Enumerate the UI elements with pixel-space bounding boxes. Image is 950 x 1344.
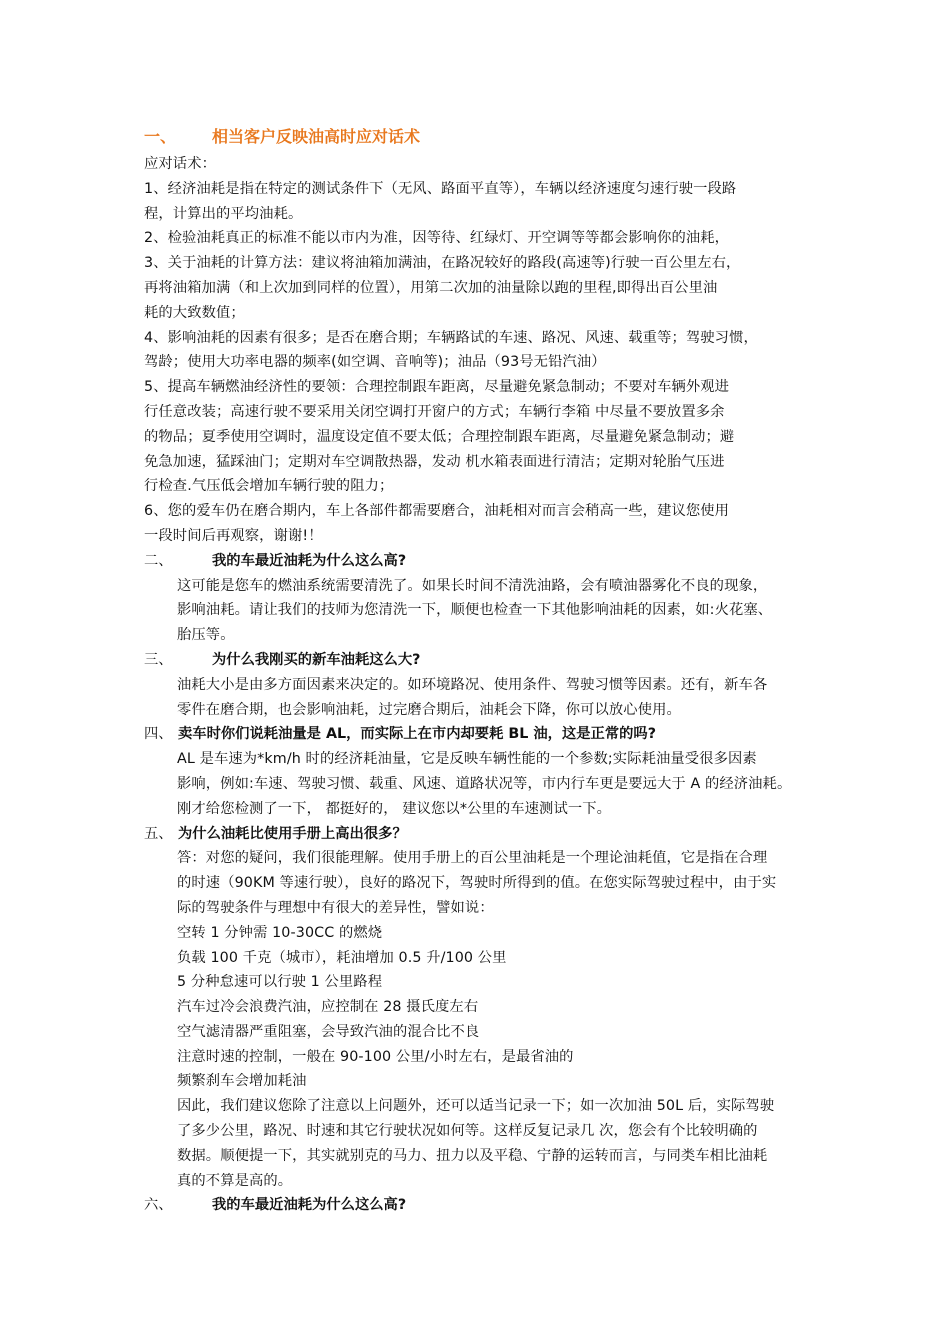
body-line: 影响油耗。请让我们的技师为您清洗一下，顺便也检查一下其他影响油耗的因素，如:火花塞、 xyxy=(177,602,773,619)
body-line: 零件在磨合期，也会影响油耗，过完磨合期后，油耗会下降，你可以放心使用。 xyxy=(177,701,681,718)
section-1-title: 相当客户反映油高时应对话术 xyxy=(212,127,421,146)
section-5-title: 为什么油耗比使用手册上高出很多？ xyxy=(178,825,407,842)
body-line: 了多少公里，路况、时速和其它行驶状况如何等。这样反复记录几 次，您会有个比较明确的 xyxy=(177,1123,758,1140)
section-2-body xyxy=(144,574,816,648)
body-line: 数据。顺便提一下，其实就别克的马力、扭力以及平稳、宁静的运转而言，与同类车相比油耗 xyxy=(177,1147,768,1164)
section-2-heading xyxy=(144,549,816,574)
section-1-body xyxy=(144,152,816,549)
body-line: AL 是车速为*km/h 时的经济耗油量，它是反映车辆性能的一个参数;实际耗油量受很多因素 xyxy=(177,751,757,768)
body-line: 应对话术： xyxy=(144,156,216,172)
body-line: 刚才给您检测了一下， 都挺好的， 建议您以*公里的车速测试一下。 xyxy=(177,800,612,817)
body-line: 一段时间后再观察，谢谢!！ xyxy=(144,527,323,544)
body-line: 5 分种怠速可以行驶 1 公里路程 xyxy=(177,974,383,991)
body-line: 耗的大致数值； xyxy=(144,304,245,321)
body-line: 胎压等。 xyxy=(177,627,235,644)
section-2-title: 我的车最近油耗为什么这么高? xyxy=(212,552,407,569)
body-line: 答：对您的疑问，我们很能理解。使用手册上的百公里油耗是一个理论油耗值，它是指在合理 xyxy=(177,850,768,867)
body-line: 影响，例如:车速、驾驶习惯、载重、风速、道路状况等，市内行车更是要远大于 A 的经济油耗。 xyxy=(177,775,792,792)
section-3-heading xyxy=(144,648,816,673)
section-1-number: 一、 xyxy=(144,127,177,146)
body-line: 5、提高车辆燃油经济性的要领：合理控制跟车距离，尽量避免紧急制动；不要对车辆外观进 xyxy=(144,379,730,396)
body-line: 注意时速的控制，一般在 90-100 公里/小时左右，是最省油的 xyxy=(177,1048,574,1065)
body-line: 行检查.气压低会增加车辆行驶的阻力； xyxy=(144,478,394,495)
section-5-number: 五、 xyxy=(144,825,173,842)
body-line: 免急加速，猛踩油门；定期对车空调散热器，发动 机水箱表面进行清洁；定期对轮胎气压进 xyxy=(144,453,725,470)
document-body xyxy=(144,122,816,1218)
body-line: 再将油箱加满（和上次加到同样的位置），用第二次加的油量除以跑的里程,即得出百公里油 xyxy=(144,279,718,296)
section-6-number: 六、 xyxy=(144,1197,173,1214)
body-line: 3、关于油耗的计算方法：建议将油箱加满油，在路况较好的路段(高速等)行驶一百公里左右， xyxy=(144,255,741,272)
body-line: 真的不算是高的。 xyxy=(177,1172,293,1189)
section-3-body xyxy=(144,673,816,723)
body-line: 汽车过冷会浪费汽油，应控制在 28 摄氏度左右 xyxy=(177,999,479,1016)
section-5-heading xyxy=(144,822,816,847)
body-line: 际的驾驶条件与理想中有很大的差异性，譬如说： xyxy=(177,899,494,916)
section-6-heading xyxy=(144,1193,816,1218)
section-6-title: 我的车最近油耗为什么这么高? xyxy=(212,1197,407,1214)
body-line: 2、检验油耗真正的标准不能以市内为准，因等待、红绿灯、开空调等等都会影响你的油耗， xyxy=(144,230,730,247)
body-line: 因此，我们建议您除了注意以上问题外，还可以适当记录一下；如一次加油 50L 后，实际驾驶 xyxy=(177,1098,775,1115)
body-line: 频繁刹车会增加耗油 xyxy=(177,1073,307,1090)
section-3-title: 为什么我刚买的新车油耗这么大? xyxy=(212,651,421,668)
body-line: 行任意改装；高速行驶不要采用关闭空调打开窗户的方式；车辆行李箱 中尽量不要放置多余 xyxy=(144,403,725,420)
body-line: 空气滤清器严重阻塞，会导致汽油的混合比不良 xyxy=(177,1023,480,1040)
section-4-number: 四、 xyxy=(144,726,173,743)
body-line: 驾龄；使用大功率电器的频率(如空调、音响等)；油品（93号无铅汽油） xyxy=(144,354,606,371)
body-line: 的物品；夏季使用空调时，温度设定值不要太低；合理控制跟车距离，尽量避免紧急制动；避 xyxy=(144,428,735,445)
body-line: 这可能是您车的燃油系统需要清洗了。如果长时间不清洗油路，会有喷油器雾化不良的现象， xyxy=(177,577,768,594)
body-line: 程，计算出的平均油耗。 xyxy=(144,205,303,222)
body-line: 4、影响油耗的因素有很多；是否在磨合期；车辆路试的车速、路况、风速、载重等；驾驶习惯， xyxy=(144,329,758,346)
section-5-body xyxy=(144,846,816,1193)
body-line: 的时速（90KM 等速行驶），良好的路况下，驾驶时所得到的值。在您实际驾驶过程中，由于实 xyxy=(177,875,777,892)
body-line: 油耗大小是由多方面因素来决定的。如环境路况、使用条件、驾驶习惯等因素。还有，新车各 xyxy=(177,676,768,693)
section-4-body xyxy=(144,747,816,821)
section-3-number: 三、 xyxy=(144,651,173,668)
body-line: 负载 100 千克（城市），耗油增加 0.5 升/100 公里 xyxy=(177,949,507,966)
section-4-heading xyxy=(144,722,816,747)
section-4-title: 卖车时你们说耗油量是 AL，而实际上在市内却要耗 BL 油，这是正常的吗? xyxy=(178,726,657,743)
body-line: 6、您的爱车仍在磨合期内，车上各部件都需要磨合，油耗相对而言会稍高一些，建议您使用 xyxy=(144,503,730,520)
body-line: 空转 1 分钟需 10-30CC 的燃烧 xyxy=(177,924,383,941)
section-2-number: 二、 xyxy=(144,552,173,569)
body-line: 1、经济油耗是指在特定的测试条件下（无风、路面平直等），车辆以经济速度匀速行驶一段路 xyxy=(144,180,737,197)
section-1-heading xyxy=(144,122,816,152)
